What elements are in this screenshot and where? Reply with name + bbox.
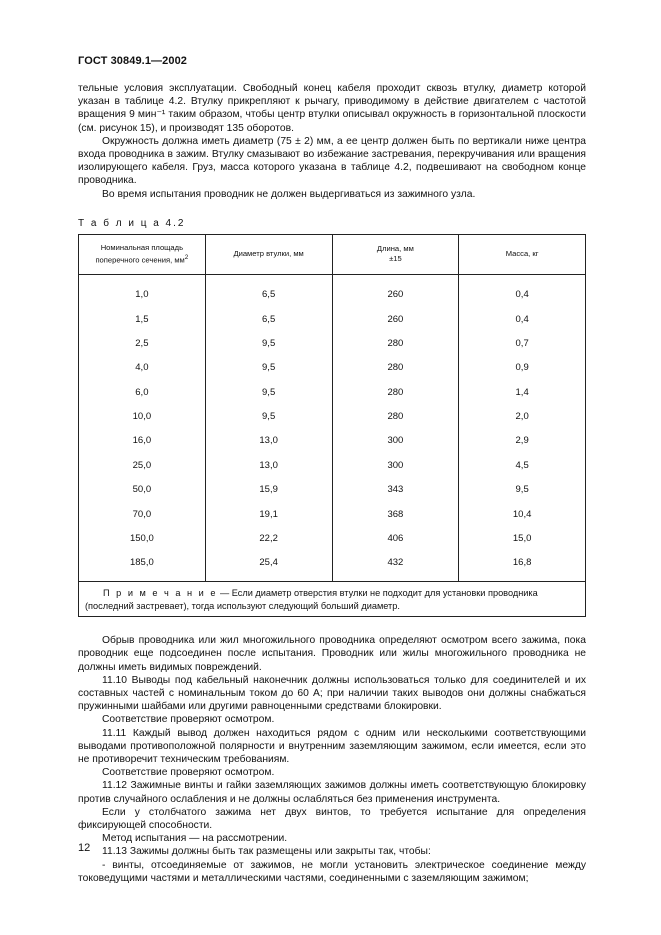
table-cell: 9,5 — [205, 380, 332, 404]
table-row — [79, 478, 586, 502]
table-row — [79, 331, 586, 355]
table-cell: 1,0 — [79, 274, 206, 307]
table-cell: 25,4 — [205, 551, 332, 582]
body-paragraph: Соответствие проверяют осмотром. — [102, 767, 275, 779]
table-cell: 2,9 — [515, 435, 529, 447]
table-row — [79, 404, 586, 428]
table-cell: 432 — [332, 551, 459, 582]
intro-section — [78, 82, 586, 201]
header-length: Длина, мм ±15 — [332, 234, 459, 274]
table-cell: 15,9 — [205, 478, 332, 502]
clause-11-11: 11.11 Каждый вывод должен находиться рядом с одним или несколькими соответствующими выводами противоположной полярности и внутренним заземляющим зажимом, если имеется, если это не противоречит техническим требованиям. — [78, 727, 586, 765]
table-note-row — [79, 582, 586, 617]
clause-11-13: 11.13 Зажимы должны быть так размещены или закрыты так, чтобы: — [102, 846, 431, 858]
table-cell: 260 — [332, 307, 459, 331]
table-cell: 50,0 — [79, 478, 206, 502]
document-page — [78, 55, 586, 885]
table-cell: 1,5 — [79, 307, 206, 331]
body-paragraph: Метод испытания — на рассмотрении. — [102, 833, 288, 845]
table-cell: 9,5 — [205, 356, 332, 380]
intro-paragraph: тельные условия эксплуатации. Свободный конец кабеля проходит сквозь втулку, диаметр которой указан в таблице 4.2. Втулку прикрепляют к рычагу, приводимому в действие двигателем с частотой вращения 9 мин⁻¹ таким образом, чтобы центр втулки описывал окружность в горизонтальной плоскости (см. рисунок 15), и производят 135 оборотов. — [78, 83, 586, 134]
table-header-row — [79, 234, 586, 274]
table-cell: 25,0 — [79, 453, 206, 477]
body-paragraph: Если у столбчатого зажима нет двух винтов, то требуется испытание для определения фиксирующей способности. — [78, 806, 586, 831]
table-cell: 300 — [332, 453, 459, 477]
table-cell: 185,0 — [79, 551, 206, 582]
table-cell: 9,5 — [205, 331, 332, 355]
table-note — [79, 582, 586, 617]
body-section — [78, 634, 586, 885]
table-row — [79, 356, 586, 380]
table-cell: 368 — [332, 502, 459, 526]
table-cell: 0,9 — [515, 362, 529, 374]
page-number: 12 — [78, 842, 91, 854]
table-cell: 22,2 — [205, 526, 332, 550]
table-cell: 1,4 — [515, 386, 529, 398]
table-cell: 13,0 — [205, 453, 332, 477]
table-body — [79, 274, 586, 581]
intro-paragraph: Окружность должна иметь диаметр (75 ± 2) мм, а ее центр должен быть по вертикали ниже центра входа проводника в зажим. Втулку смазывают во избежание застревания, перекручивания или вращения изолирующего кабеля. Груз, масса которого указана в таблице 4.2, подвешивают на свободном конце проводника. — [78, 135, 586, 187]
table-row — [79, 551, 586, 582]
table-cell: 9,5 — [205, 404, 332, 428]
table-row — [79, 429, 586, 453]
table-row — [79, 307, 586, 331]
table-cell: 0,7 — [515, 337, 529, 349]
table-cell: 6,5 — [205, 307, 332, 331]
header-cross-section: Номинальная площадь поперечного сечения, $мм^2$ — [79, 234, 206, 274]
table-cell: 300 — [332, 429, 459, 453]
table-cell: 280 — [332, 356, 459, 380]
table-cell: 15,0 — [512, 533, 532, 545]
table-cell: 4,0 — [79, 356, 206, 380]
table-cell: 406 — [332, 526, 459, 550]
document-header: ГОСТ 30849.1—2002 — [78, 55, 188, 67]
table-cell: 16,0 — [79, 429, 206, 453]
body-paragraph: Соответствие проверяют осмотром. — [102, 714, 275, 726]
table-cell: 0,4 — [515, 289, 529, 301]
table-cell: 19,1 — [205, 502, 332, 526]
table-caption: Т а б л и ц а 4.2 — [78, 217, 186, 229]
table-cell: 6,5 — [205, 274, 332, 307]
clause-11-12: 11.12 Зажимные винты и гайки заземляющих зажимов должны иметь соответствующую блокировку против случайного ослабления и не должны ослабляться без применения инструмента. — [78, 780, 586, 805]
note-label: П р и м е ч а н и е — [103, 588, 218, 599]
table-cell: 280 — [332, 380, 459, 404]
table-cell: 343 — [332, 478, 459, 502]
table-cell: 2,0 — [515, 411, 529, 423]
table-row — [79, 380, 586, 404]
table-cell: 10,4 — [512, 508, 532, 520]
data-table — [78, 234, 586, 617]
table-cell: 13,0 — [205, 429, 332, 453]
table-row — [79, 502, 586, 526]
note-text: — Если диаметр отверстия втулки не подходит для установки проводника (последний застревает), тогда используют следующий больший диаметр. — [85, 588, 538, 611]
table-cell: 16,8 — [512, 557, 532, 569]
table-cell: 280 — [332, 331, 459, 355]
table-cell: 70,0 — [79, 502, 206, 526]
table-cell: 9,5 — [515, 484, 529, 496]
table-cell: 2,5 — [79, 331, 206, 355]
table-row — [79, 453, 586, 477]
table-row — [79, 274, 586, 307]
intro-paragraph: Во время испытания проводник не должен выдергиваться из зажимного узла. — [102, 188, 476, 200]
table-row — [79, 526, 586, 550]
header-bushing-diameter: Диаметр втулки, мм — [205, 234, 332, 274]
body-paragraph: Обрыв проводника или жил многожильного проводника определяют осмотром всего зажима, пока проводник еще подсоединен после испытания. Проводник или жилы многожильного проводника не должны иметь видимых повреждений. — [78, 635, 586, 673]
list-item: - винты, отсоединяемые от зажимов, не могли установить электрическое соединение между токоведущими частями и металлическими частями, соединенными с заземляющим зажимом; — [78, 859, 586, 884]
clause-11-10: 11.10 Выводы под кабельный наконечник должны использоваться только для соединителей и их составных частей с номинальным током до 60 А; при наличии таких выводов они должны снабжаться пружинными шайбами или другими равноценными средствами блокировки. — [78, 674, 586, 713]
table-cell: 150,0 — [79, 526, 206, 550]
table-cell: 10,0 — [79, 404, 206, 428]
table-cell: 4,5 — [515, 459, 529, 471]
table-cell: 280 — [332, 404, 459, 428]
table-cell: 260 — [332, 274, 459, 307]
header-mass: Масса, кг — [459, 234, 586, 274]
table-cell: 6,0 — [79, 380, 206, 404]
table-cell: 0,4 — [515, 313, 529, 325]
